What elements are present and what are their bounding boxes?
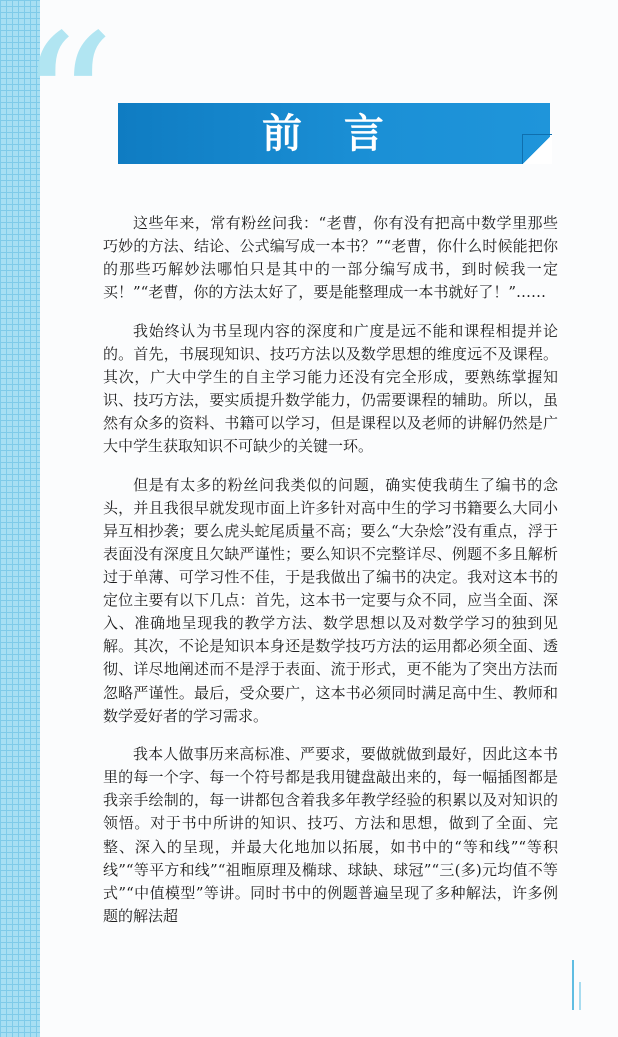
quote-mark-icon: “ (18, 0, 116, 215)
paragraph: 但是有太多的粉丝问我类似的问题，确实使我萌生了编书的念头，并且我很早就发现市面上许多针对高中生的学习书籍要么大同小异互相抄袭；要么虎头蛇尾质量不高；要么“大杂烩”没有重点，浮于表面没有深度且欠缺严谨性；要么知识不完整详尽、例题不多且解析过于单薄、可学习性不佳，于是我做出了编书的决定。我对这本书的定位主要有以下几点：首先，这本书一定要与众不同，应当全面、深入、准确地呈现我的教学方法、数学思想以及对数学学习的独到见解。其次，不论是知识本身还是数学技巧方法的运用都必须全面、透彻、详尽地阐述而不是浮于表面、流于形式，更不能为了突出方法而忽略严谨性。最后，受众要广，这本书必须同时满足高中生、教师和数学爱好者的学习需求。 (103, 475, 558, 725)
paragraph: 我始终认为书呈现内容的深度和广度是远不能和课程相提并论的。首先，书展现知识、技巧方法以及数学思想的维度远不及课程。其次，广大中学生的自主学习能力还没有完全形成，要熟练掌握知识、技巧方法，要实质提升数学能力，仍需要课程的辅助。所以，虽然有众多的资料、书籍可以学习，但是课程以及老师的讲解仍然是广大中学生获取知识不可缺少的关键一环。 (103, 321, 558, 456)
page-edge-tab (579, 982, 581, 1010)
paragraph: 我本人做事历来高标准、严要求，要做就做到最好，因此这本书里的每一个字、每一个符号都是我用键盘敲出来的，每一幅插图都是我亲手绘制的，每一讲都包含着我多年教学经验的积累以及对知识的领悟。对于书中所讲的知识、技巧、方法和思想，做到了全面、完整、深入的呈现，并最大化地加以拓展，如书中的“等和线”“等积线”“等平方和线”“祖暅原理及椭球、球缺、球冠”“三(多)元均值不等式”“中值模型”等讲。同时书中的例题普遍呈现了多种解法，许多例题的解法超 (103, 745, 558, 925)
page-title: 前 言 (262, 110, 398, 157)
page-edge-tab (572, 960, 574, 1010)
paragraph: 这些年来，常有粉丝问我：“老曹，你有没有把高中数学里那些巧妙的方法、结论、公式编写成一本书？”“老曹，你什么时候能把你的那些巧解妙法哪怕只是其中的一部分编写成书，到时候我一定买！”“老曹，你的方法太好了，要是能整理成一本书就好了！”…… (103, 214, 558, 302)
preface-body (103, 212, 558, 943)
page-fold-icon (522, 134, 552, 164)
